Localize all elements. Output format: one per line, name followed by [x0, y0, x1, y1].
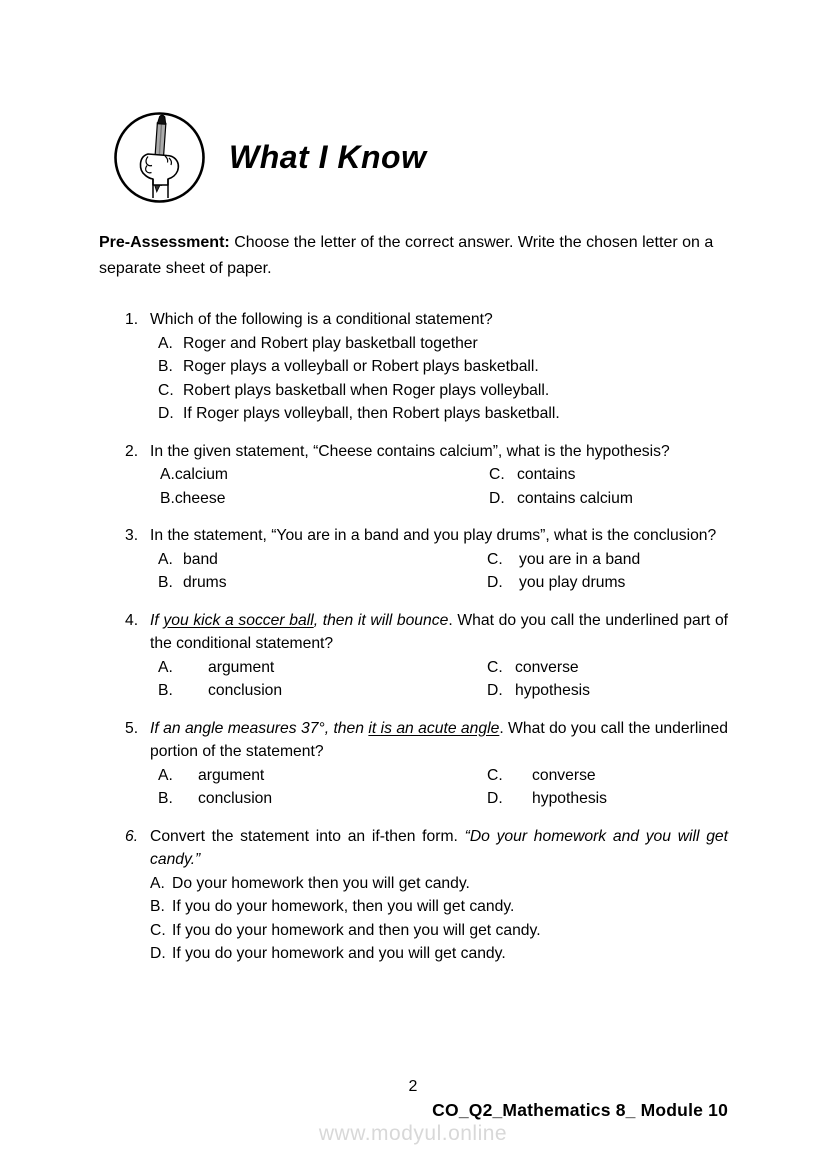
option-text: argument	[198, 766, 265, 784]
option-c	[489, 463, 728, 487]
option-letter: D.	[487, 682, 503, 699]
question-stem	[150, 609, 728, 656]
option-letter: D.	[487, 574, 503, 591]
option-text: contains calcium	[517, 489, 633, 507]
option-c	[150, 919, 728, 943]
question-6	[125, 825, 728, 966]
option-d	[158, 402, 728, 426]
options	[150, 872, 728, 966]
question-stem	[150, 717, 728, 764]
option-a	[150, 872, 728, 896]
question-number: 3.	[125, 527, 139, 544]
option-text: drums	[183, 574, 227, 591]
option-letter: C.	[487, 550, 503, 568]
stem-text: Which of the following is a conditional statement?	[150, 311, 493, 328]
option-letter: A.	[158, 766, 173, 784]
page-number: 2	[408, 1078, 418, 1095]
option-d	[487, 571, 728, 595]
option-letter: A.	[158, 658, 173, 676]
option-text: If Roger plays volleyball, then Robert plays basketball.	[183, 405, 560, 422]
option-letter: B.	[158, 682, 173, 699]
option-b	[158, 355, 728, 379]
option-b	[150, 895, 728, 919]
question-1	[125, 308, 728, 426]
option-b	[158, 679, 487, 703]
hand-holding-pencil-icon	[112, 110, 207, 205]
option-text: hypothesis	[515, 682, 590, 699]
pre-assessment-label: Pre-Assessment:	[99, 234, 230, 251]
question-stem	[150, 825, 728, 872]
option-letter: C.	[150, 921, 166, 939]
option-c	[487, 656, 728, 680]
option-text: contains	[517, 466, 576, 483]
option-text: If you do your homework and then you will get candy.	[172, 921, 541, 939]
options	[150, 548, 728, 595]
option-text: converse	[532, 766, 596, 784]
option-text: Do your homework then you will get candy.	[172, 874, 470, 892]
question-list	[125, 308, 728, 966]
option-text: conclusion	[198, 790, 273, 807]
option-text: you play drums	[519, 574, 626, 591]
option-d	[487, 787, 728, 811]
question-stem	[150, 524, 728, 548]
option-c	[487, 548, 728, 572]
stem-text: . What do you call the underlined portion of the statement?	[150, 719, 728, 760]
question-2	[125, 440, 728, 511]
pre-assessment-instructions	[99, 230, 728, 282]
question-number: 4.	[125, 611, 139, 629]
watermark-url: www.modyul.online	[318, 1122, 508, 1145]
stem-text: In the statement, “You are in a band and you play drums”, what is the conclusion?	[150, 527, 717, 544]
option-text: argument	[208, 658, 275, 676]
option-text: cheese	[174, 489, 226, 507]
option-text: If you do your homework and you will get candy.	[172, 945, 506, 962]
option-a	[158, 764, 487, 788]
instructions-text: Choose the letter of the correct answer. Write the chosen letter on a separate sheet of paper.	[99, 234, 714, 277]
question-number: 1.	[125, 311, 139, 328]
option-letter: B.	[160, 489, 175, 507]
question-3	[125, 524, 728, 595]
page-title: What I Know	[229, 139, 427, 175]
option-c	[487, 764, 728, 788]
option-letter: C.	[489, 466, 505, 483]
option-d	[150, 942, 728, 966]
stem-text: , then it will bounce	[313, 611, 449, 629]
options	[150, 656, 728, 703]
option-text: band	[183, 550, 218, 568]
option-letter: C.	[487, 658, 503, 676]
option-a	[158, 548, 487, 572]
options	[150, 332, 728, 426]
question-stem	[150, 440, 728, 464]
question-number: 5.	[125, 719, 139, 737]
option-text: Roger and Robert play basketball together	[183, 334, 478, 352]
option-c	[158, 379, 728, 403]
options	[150, 764, 728, 811]
stem-underlined-text: it is an acute angle	[368, 719, 500, 737]
option-letter: B.	[158, 790, 173, 807]
option-text: hypothesis	[532, 790, 607, 807]
question-number: 6.	[125, 827, 139, 845]
question-4	[125, 609, 728, 703]
option-text: Robert plays basketball when Roger plays volleyball.	[183, 381, 550, 399]
question-5	[125, 717, 728, 811]
option-letter: D.	[158, 405, 174, 422]
option-letter: A.	[150, 874, 165, 892]
stem-text: If an angle measures 37°, then	[150, 719, 369, 737]
option-text: calcium	[174, 466, 229, 483]
option-letter: D.	[489, 489, 505, 507]
option-letter: B.	[158, 358, 173, 375]
option-text: converse	[515, 658, 579, 676]
stem-text: Convert the statement into an if-then form.	[150, 827, 465, 845]
stem-text: In the given statement, “Cheese contains calcium”, what is the hypothesis?	[150, 442, 670, 460]
option-d	[489, 487, 728, 511]
option-b	[158, 787, 487, 811]
question-number: 2.	[125, 442, 139, 460]
option-letter: B.	[158, 574, 173, 591]
stem-quoted-text: “Do your homework and you will get candy.”	[150, 827, 728, 868]
option-letter: A.	[158, 334, 173, 352]
option-a	[160, 463, 489, 487]
option-a	[158, 656, 487, 680]
option-text: conclusion	[208, 682, 283, 699]
option-letter: B.	[150, 898, 165, 915]
option-letter: A.	[160, 466, 175, 483]
option-text: Roger plays a volleyball or Robert plays basketball.	[183, 358, 539, 375]
question-stem	[150, 308, 728, 332]
section-header	[112, 110, 728, 205]
option-text: you are in a band	[519, 550, 641, 568]
option-letter: C.	[158, 381, 174, 399]
option-a	[158, 332, 728, 356]
option-letter: D.	[487, 790, 503, 807]
module-code: CO_Q2_Mathematics 8_ Module 10	[432, 1100, 728, 1120]
option-text: If you do your homework, then you will get candy.	[172, 898, 515, 915]
options	[150, 463, 728, 510]
stem-underlined-text: you kick a soccer ball	[163, 611, 314, 629]
option-letter: D.	[150, 945, 166, 962]
option-b	[160, 487, 489, 511]
option-letter: C.	[487, 766, 503, 784]
option-letter: A.	[158, 550, 173, 568]
option-b	[158, 571, 487, 595]
option-d	[487, 679, 728, 703]
stem-text: . What do you call the underlined part of the conditional statement?	[150, 611, 729, 652]
stem-text: If	[150, 611, 164, 629]
